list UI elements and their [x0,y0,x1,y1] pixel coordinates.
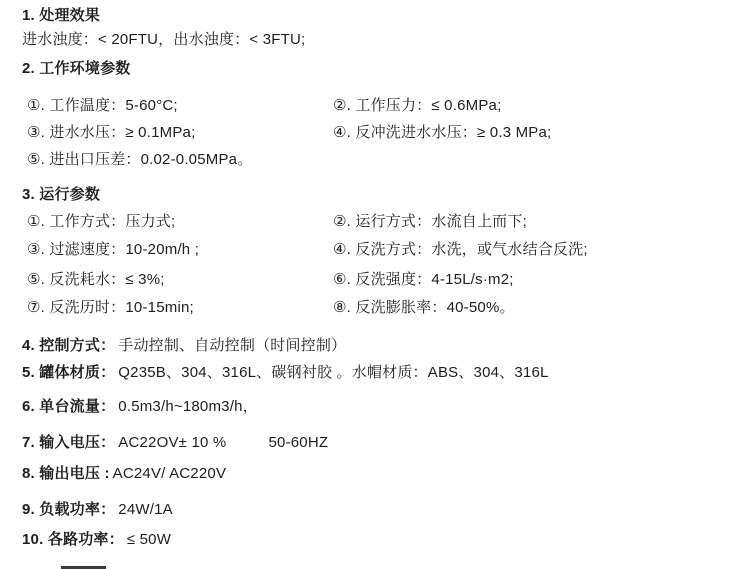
output-voltage-label: 8. 输出电压 : [22,465,110,482]
section-2-heading: 2. 工作环境参数 [22,60,131,77]
env-param-5: ⑤. 进出口压差：0.02-0.05MPa。 [27,151,253,168]
load-power-value: 24W/1A [118,501,173,518]
input-voltage-value: AC22OV± 10 % [118,434,227,451]
run-param-3: ③. 过滤速度：10-20m/h ; [27,241,200,258]
run-param-2: ②. 运行方式：水流自上而下; [333,213,527,230]
circuit-power-value: ≤ 50W [126,531,172,548]
tank-material-label: 5. 罐体材质： [22,364,116,381]
load-power-line [22,500,173,520]
input-voltage-label: 7. 输入电压： [22,434,116,451]
env-param-2: ②. 工作压力：≤ 0.6MPa; [333,97,502,114]
run-param-8: ⑧. 反洗膨胀率：40-50%。 [333,299,515,316]
input-voltage-line [22,433,328,453]
control-mode-line [22,336,346,356]
input-frequency-value: 50-60HZ [268,434,329,451]
section-3-heading: 3. 运行参数 [22,186,101,203]
turbidity-spec-line: 进水浊度：< 20FTU，出水浊度：< 3FTU; [22,31,306,48]
load-power-label: 9. 负载功率： [22,501,116,518]
tank-material-value: Q235B、304、316L、碳钢衬胶 。水帽材质：ABS、304、316L [118,364,549,381]
circuit-power-line [22,530,171,550]
circuit-power-label: 10. 各路功率： [22,531,124,548]
run-param-7: ⑦. 反洗历时：10-15min; [27,299,194,316]
flow-rate-label: 6. 单台流量： [22,398,116,415]
run-param-4: ④. 反洗方式：水洗，或气水结合反洗; [333,241,588,258]
env-param-3: ③. 进水水压：≥ 0.1MPa; [27,124,196,141]
run-param-1: ①. 工作方式：压力式; [27,213,176,230]
flow-rate-value: 0.5m3/h~180m3/h， [118,398,258,415]
output-voltage-value: AC24V/ AC220V [112,465,227,482]
run-param-5: ⑤. 反洗耗水：≤ 3%; [27,271,165,288]
run-param-6: ⑥. 反洗强度：4-15L/s·m2; [333,271,514,288]
control-mode-label: 4. 控制方式： [22,337,116,354]
control-mode-value: 手动控制、自动控制（时间控制） [118,337,347,354]
tank-material-line [22,363,549,383]
section-1-heading: 1. 处理效果 [22,7,101,24]
env-param-4: ④. 反冲洗进水水压：≥ 0.3 MPa; [333,124,552,141]
output-voltage-line [22,464,226,484]
env-param-1: ①. 工作温度：5-60°C; [27,97,178,114]
flow-rate-line [22,397,258,417]
